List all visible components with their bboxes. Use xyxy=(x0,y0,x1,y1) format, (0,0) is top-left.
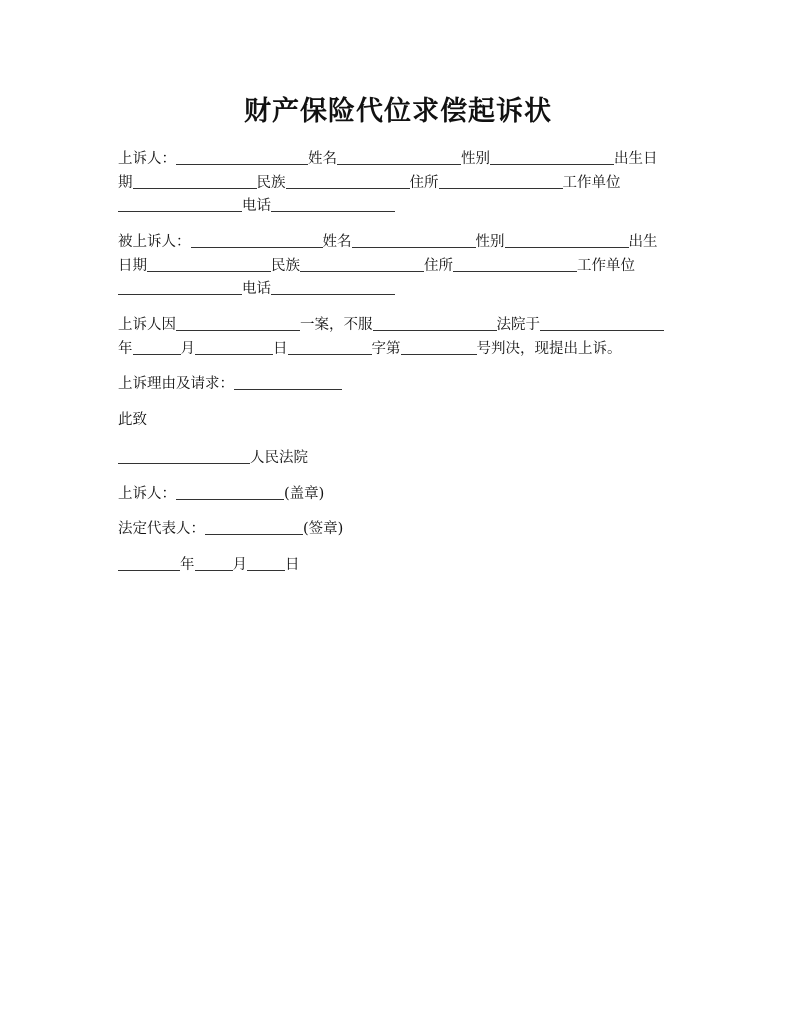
date-day-blank[interactable] xyxy=(247,556,285,571)
case-ending: 号判决，现提出上诉。 xyxy=(476,340,622,357)
salutation: 此致 xyxy=(118,412,147,428)
case-day: 日 xyxy=(273,340,288,357)
date-year: 年 xyxy=(180,557,195,573)
appellee-workplace-blank[interactable] xyxy=(118,280,242,295)
case-part2: 一案，不服 xyxy=(300,317,373,333)
representative-label: 法定代表人： xyxy=(118,521,205,537)
signature-appellant-blank[interactable] xyxy=(176,485,284,500)
appellant-section xyxy=(118,148,688,219)
appellee-ethnicity-label: 民族 xyxy=(271,257,300,274)
court-suffix: 人民法院 xyxy=(250,450,308,466)
appellee-section xyxy=(118,231,688,302)
appellant-birth-label: 出生日 xyxy=(614,151,658,167)
appellant-phone-blank[interactable] xyxy=(271,197,395,212)
appellee-line-1 xyxy=(118,231,688,255)
case-docnumber-blank[interactable] xyxy=(401,340,477,355)
appellee-label: 被上诉人： xyxy=(118,234,191,250)
appellant-workplace-blank[interactable] xyxy=(118,197,242,212)
reasons-blank[interactable] xyxy=(234,375,342,390)
case-line-2 xyxy=(118,338,688,362)
appellant-address-label: 住所 xyxy=(409,174,439,191)
appellee-birth-label-cont: 日期 xyxy=(118,257,147,274)
appellee-birth-label: 出生 xyxy=(628,234,658,250)
representative-blank[interactable] xyxy=(205,520,303,535)
case-docprefix-blank[interactable] xyxy=(288,340,372,355)
appellee-workplace-label: 工作单位 xyxy=(577,257,635,274)
appellant-gender-label: 性别 xyxy=(461,151,490,167)
appellant-line-3 xyxy=(118,195,688,219)
date-section xyxy=(118,554,688,578)
appellant-line-1 xyxy=(118,148,688,172)
court-name-blank[interactable] xyxy=(373,316,497,331)
appellant-name-blank[interactable] xyxy=(337,150,461,165)
signature-appellant-label: 上诉人： xyxy=(118,486,176,502)
appellant-birth-blank[interactable] xyxy=(133,174,257,189)
case-part3: 法院于 xyxy=(496,317,540,333)
appellant-signature-line xyxy=(118,483,688,507)
judgment-year-blank[interactable] xyxy=(540,316,664,331)
appellee-address-label: 住所 xyxy=(424,257,453,274)
salutation-section xyxy=(118,409,688,433)
appellee-phone-blank[interactable] xyxy=(271,280,395,295)
appellee-address-blank[interactable] xyxy=(453,257,577,272)
case-name-blank[interactable] xyxy=(176,316,300,331)
case-year: 年 xyxy=(118,340,133,357)
appellant-blank[interactable] xyxy=(176,150,308,165)
reasons-label: 上诉理由及请求： xyxy=(118,376,234,392)
appellee-blank[interactable] xyxy=(191,233,323,248)
appellant-ethnicity-label: 民族 xyxy=(256,174,286,191)
appellee-name-label: 姓名 xyxy=(322,234,352,250)
appellee-gender-label: 性别 xyxy=(475,234,505,250)
appellant-workplace-label: 工作单位 xyxy=(562,174,621,191)
appellant-ethnicity-blank[interactable] xyxy=(286,174,410,189)
date-day: 日 xyxy=(285,557,300,573)
court-blank[interactable] xyxy=(118,449,250,464)
appellee-birth-blank[interactable] xyxy=(147,257,271,272)
case-month: 月 xyxy=(180,340,195,357)
appellant-address-blank[interactable] xyxy=(439,174,563,189)
case-line-1 xyxy=(118,314,688,338)
appellant-name-label: 姓名 xyxy=(308,151,337,167)
seal-note: (盖章) xyxy=(284,486,325,502)
appellant-gender-blank[interactable] xyxy=(490,150,614,165)
case-day-blank[interactable] xyxy=(195,340,273,355)
appellee-line-2 xyxy=(118,255,688,279)
appellant-birth-label-cont: 期 xyxy=(118,174,133,191)
case-doc-no: 字第 xyxy=(371,340,401,357)
reasons-section xyxy=(118,373,688,397)
appellee-line-3 xyxy=(118,278,688,302)
representative-line xyxy=(118,518,688,542)
document-title: 财产保险代位求偿起诉状 xyxy=(244,96,552,127)
appellant-line-2 xyxy=(118,172,688,196)
court-section xyxy=(118,447,688,471)
case-statement-section xyxy=(118,314,688,361)
appellant-signature-section xyxy=(118,483,688,507)
appellee-name-blank[interactable] xyxy=(352,233,476,248)
representative-section xyxy=(118,518,688,542)
appellant-phone-label: 电话 xyxy=(242,198,271,214)
sign-note: (签章) xyxy=(303,521,344,537)
date-month-blank[interactable] xyxy=(195,556,233,571)
date-line xyxy=(118,554,688,578)
appellee-gender-blank[interactable] xyxy=(505,233,629,248)
date-month: 月 xyxy=(232,557,247,573)
court-line xyxy=(118,447,688,471)
case-part1: 上诉人因 xyxy=(118,317,176,333)
appellee-phone-label: 电话 xyxy=(242,281,271,297)
appellant-label: 上诉人： xyxy=(118,151,176,167)
appellee-ethnicity-blank[interactable] xyxy=(300,257,424,272)
case-month-blank[interactable] xyxy=(133,340,181,355)
reasons-line xyxy=(118,373,688,397)
date-year-blank[interactable] xyxy=(118,556,180,571)
